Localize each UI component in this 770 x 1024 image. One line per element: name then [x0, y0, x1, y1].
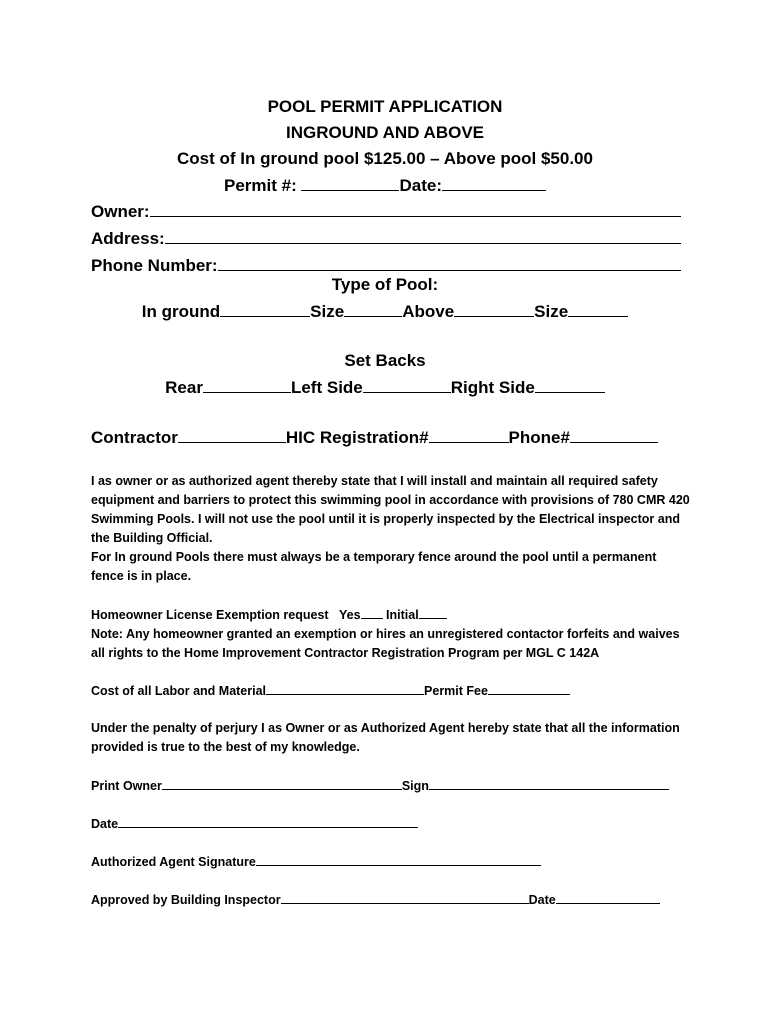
agent-signature-field[interactable]: [256, 852, 541, 866]
hic-field[interactable]: [429, 424, 509, 443]
size1-field[interactable]: [344, 298, 402, 317]
setbacks-row: [0, 374, 770, 401]
hic-label: HIC Registration#: [285, 428, 429, 447]
labor-cost-label: Cost of all Labor and Material: [91, 684, 267, 698]
approved-date-field[interactable]: [556, 890, 660, 904]
statement-para-1: I as owner or as authorized agent thereby state that I will install and maintain all required safety equipment and barriers to protect this swimming pool in accordance with provisions of 780 CMR 420 Swimming Pools. I will not use the pool until it is properly inspected by the Electrical inspector and the Building Official.: [91, 474, 690, 545]
in-ground-field[interactable]: [220, 298, 310, 317]
size2-field[interactable]: [568, 298, 628, 317]
print-owner-label: Print Owner: [91, 779, 162, 793]
sign-field[interactable]: [429, 776, 669, 790]
date-field[interactable]: [442, 172, 546, 191]
approved-date-label: Date: [528, 893, 556, 907]
owner-section: [91, 198, 681, 279]
costs-row: [91, 681, 691, 701]
above-field[interactable]: [454, 298, 534, 317]
contractor-label: Contractor: [91, 428, 178, 447]
contractor-phone-label: Phone#: [508, 428, 570, 447]
form-title: POOL PERMIT APPLICATION: [267, 97, 503, 116]
date-label: Date:: [399, 176, 442, 195]
form-subtitle: INGROUND AND ABOVE: [285, 123, 485, 142]
contractor-row: [91, 424, 658, 451]
contractor-phone-field[interactable]: [570, 424, 658, 443]
labor-cost-field[interactable]: [266, 681, 424, 695]
exemption-note: Note: Any homeowner granted an exemption or hires an unregistered contactor forfeits and waives all rights to the Home Improvement Contractor Registration Program per MGL C 142A: [91, 627, 680, 660]
exemption-row: [91, 605, 691, 625]
owner-field[interactable]: [150, 198, 681, 217]
header: [0, 94, 770, 199]
right-side-field[interactable]: [535, 374, 605, 393]
above-label: Above: [402, 302, 455, 321]
permit-number-field[interactable]: [301, 172, 399, 191]
pool-type-section: [0, 272, 770, 325]
owner-row: [91, 198, 681, 225]
pool-type-heading: Type of Pool:: [331, 275, 439, 294]
statement: [91, 472, 691, 586]
exemption-initial-label: Initial: [386, 608, 419, 622]
exemption-initial-field[interactable]: [419, 605, 447, 619]
exemption: [91, 605, 691, 663]
owner-label: Owner:: [91, 202, 150, 221]
exemption-yes-label: Yes: [338, 608, 361, 622]
phone-field[interactable]: [218, 252, 681, 271]
approved-row: [91, 890, 691, 910]
approved-by-label: Approved by Building Inspector: [91, 893, 281, 907]
exemption-yes-field[interactable]: [361, 605, 383, 619]
size1-label: Size: [310, 302, 345, 321]
left-side-field[interactable]: [363, 374, 451, 393]
setbacks-section: [0, 348, 770, 401]
approved-by-field[interactable]: [281, 890, 529, 904]
address-field[interactable]: [165, 225, 681, 244]
sign-label: Sign: [401, 779, 429, 793]
in-ground-label: In ground: [141, 302, 221, 321]
setbacks-heading: Set Backs: [344, 351, 426, 370]
date-row: [91, 814, 691, 834]
cost-line: Cost of In ground pool $125.00 – Above pool $50.00: [177, 149, 593, 168]
agent-row: [91, 852, 691, 872]
phone-label: Phone Number:: [91, 256, 218, 275]
date-sign-label: Date: [91, 817, 119, 831]
contractor-field[interactable]: [178, 424, 286, 443]
permit-date-row: [0, 172, 770, 199]
address-row: [91, 225, 681, 252]
permit-number-label: Permit #:: [224, 176, 297, 195]
address-label: Address:: [91, 229, 165, 248]
print-owner-field[interactable]: [162, 776, 402, 790]
left-side-label: Left Side: [290, 378, 363, 397]
print-owner-row: [91, 776, 691, 796]
statement-para-2: For In ground Pools there must always be a temporary fence around the pool until a permanent fence is in place.: [91, 550, 657, 583]
rear-field[interactable]: [203, 374, 291, 393]
perjury-text: Under the penalty of perjury I as Owner or as Authorized Agent hereby state that all the information provided is true to the best of my knowledge.: [91, 721, 680, 754]
size2-label: Size: [534, 302, 569, 321]
rear-label: Rear: [165, 378, 203, 397]
perjury-statement: [91, 719, 691, 757]
date-sign-field[interactable]: [118, 814, 418, 828]
permit-fee-label: Permit Fee: [424, 684, 488, 698]
exemption-label: Homeowner License Exemption request: [91, 608, 329, 622]
right-side-label: Right Side: [450, 378, 535, 397]
pool-type-row: [0, 298, 770, 325]
agent-signature-label: Authorized Agent Signature: [91, 855, 256, 869]
permit-fee-field[interactable]: [488, 681, 570, 695]
